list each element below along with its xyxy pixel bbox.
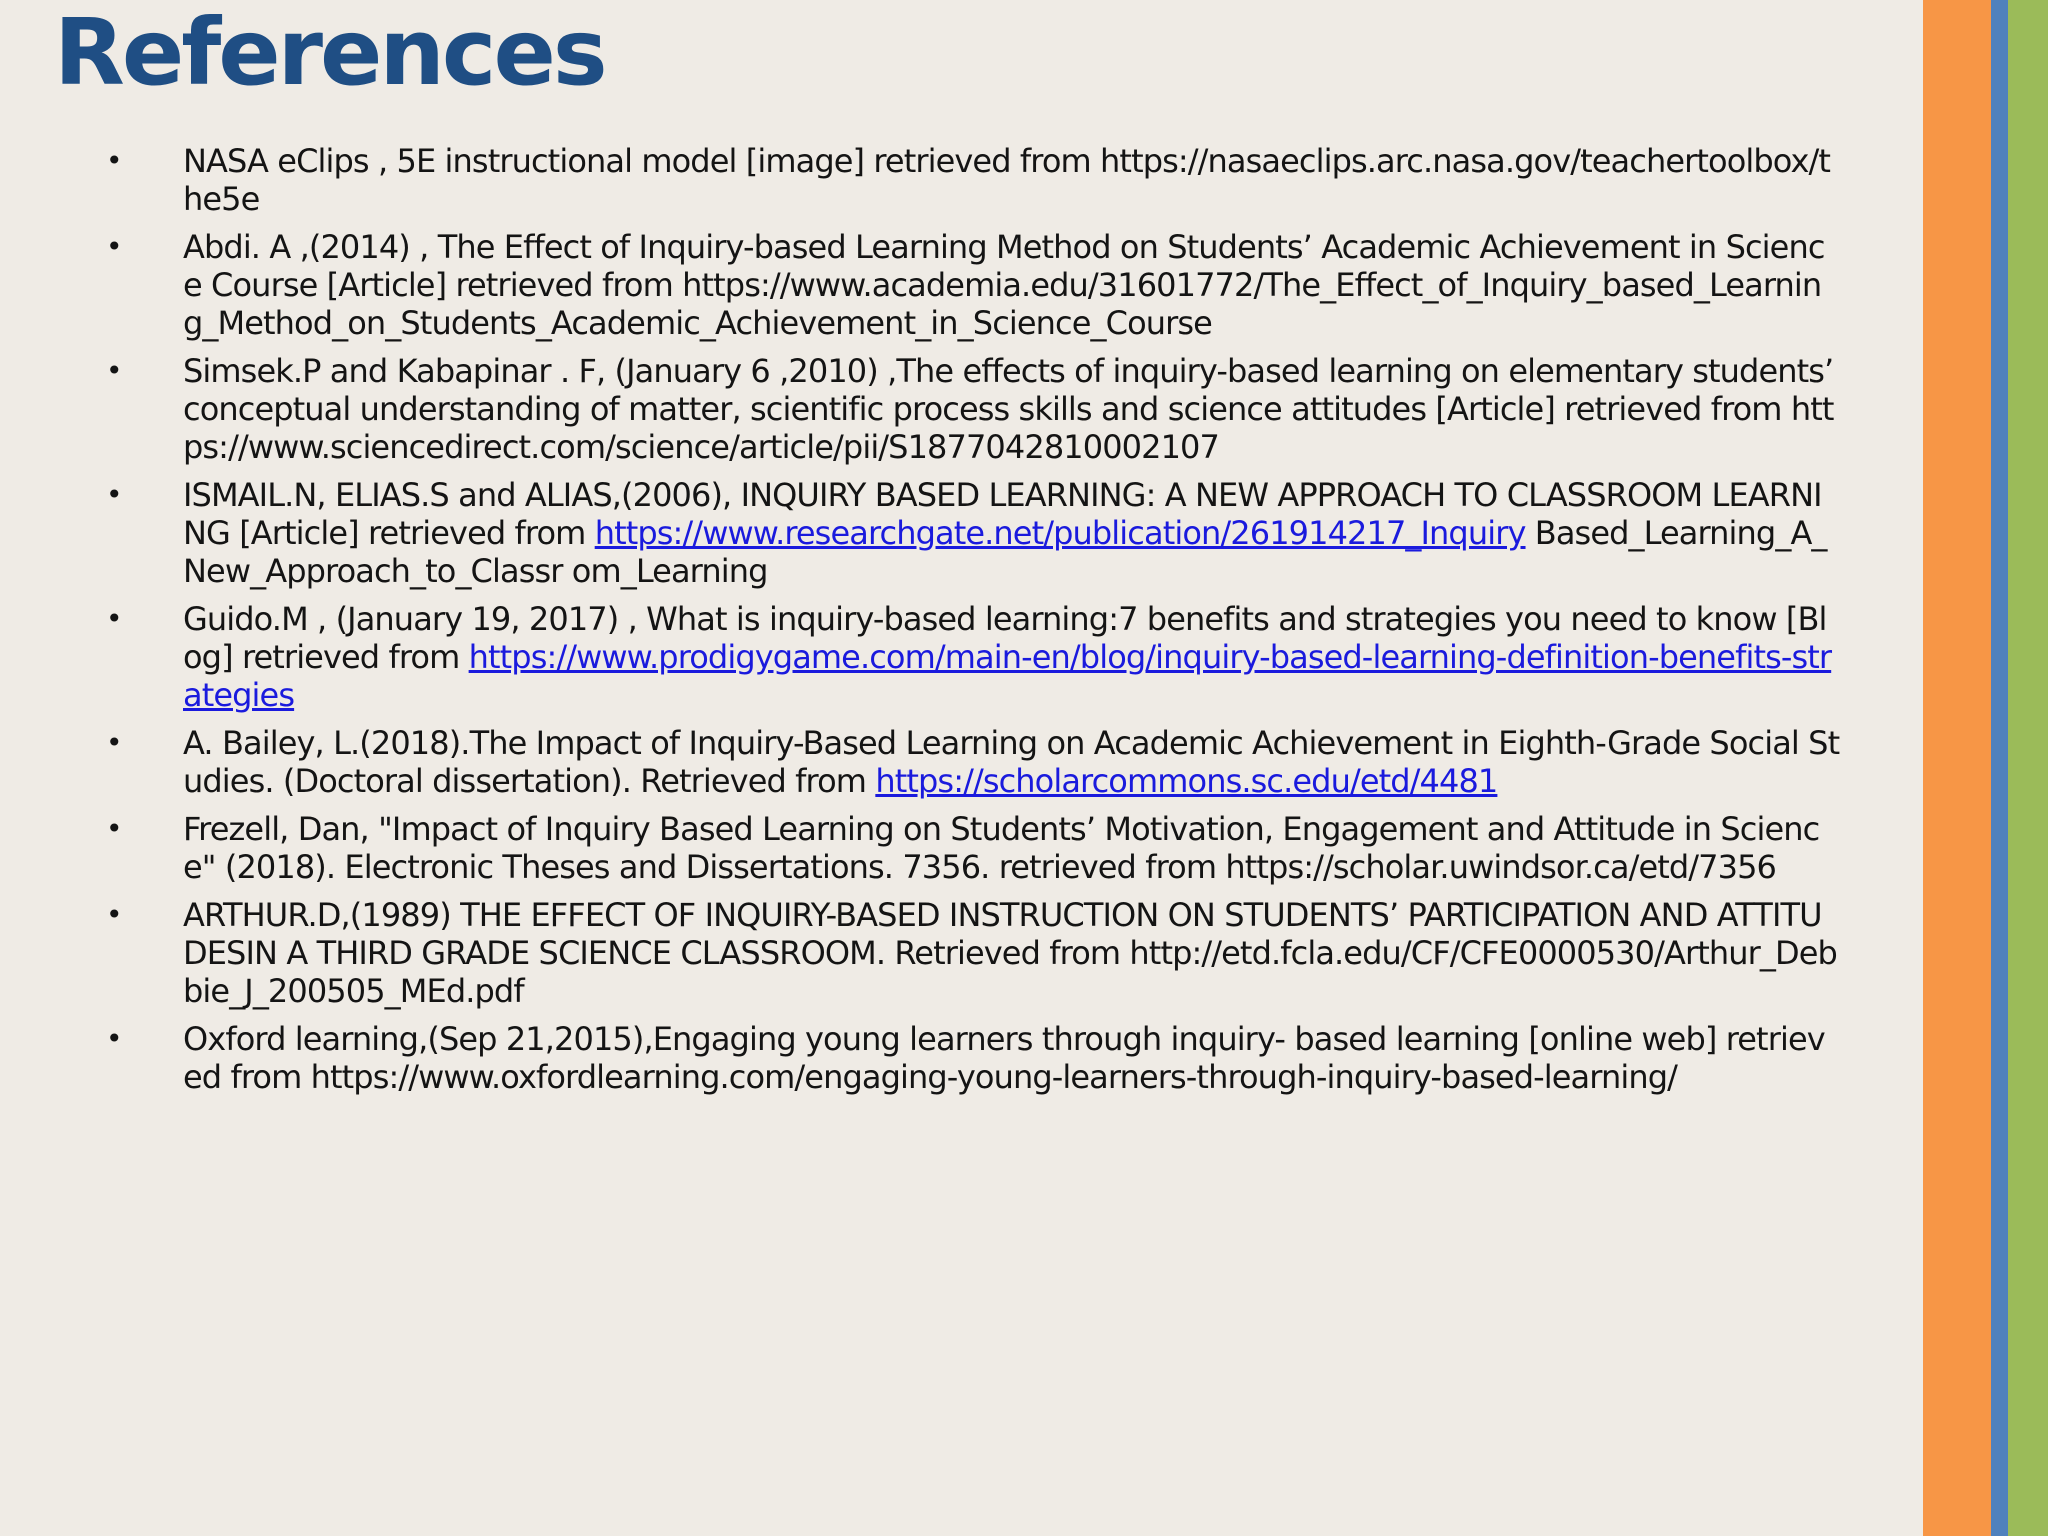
reference-item: [100, 476, 1840, 590]
reference-text: ISMAIL.N, ELIAS.S and ALIAS,(2006), INQUIRY BASED LEARNING: A NEW APPROACH TO CLASSROOM LEARNING [Article] retrieved from: [183, 476, 1822, 552]
reference-text: Oxford learning,(Sep 21,2015),Engaging young learners through inquiry- based learning [online web] retrieved from https://www.oxfordlearning.com/engaging-young-learners-through-inquiry-based-learning/: [183, 1020, 1825, 1096]
reference-text: Simsek.P and Kabapinar . F, (January 6 ,2010) ,The effects of inquiry-based learning on elementary students’ conceptual understanding of matter, scientific process skills and science attitudes [Article] retrieved from https://www.sciencedirect.com/science/article/pii/S1877042810002107: [183, 352, 1834, 466]
bullet-icon: •: [106, 478, 122, 511]
reference-link[interactable]: https://www.researchgate.net/publication/261914217_Inquiry: [594, 514, 1526, 552]
blue-accent-stripe: [1991, 0, 2008, 1536]
reference-text-continued: Based_Learning_A_New_Approach_to_Classr om_Learning: [183, 514, 1827, 590]
reference-text: A. Bailey, L.(2018).The Impact of Inquiry-Based Learning on Academic Achievement in Eighth-Grade Social Studies. (Doctoral dissertation). Retrieved from: [183, 724, 1840, 800]
reference-item: [100, 600, 1840, 714]
bullet-icon: •: [106, 144, 122, 177]
bullet-icon: •: [106, 602, 122, 635]
reference-link[interactable]: https://scholarcommons.sc.edu/etd/4481: [875, 762, 1498, 800]
reference-text: Guido.M , (January 19, 2017) , What is inquiry-based learning:7 benefits and strategies you need to know [Blog] retrieved from: [183, 600, 1827, 676]
bullet-icon: •: [106, 898, 122, 931]
bullet-icon: •: [106, 1022, 122, 1055]
reference-item: [100, 228, 1840, 342]
reference-link[interactable]: https://www.prodigygame.com/main-en/blog/inquiry-based-learning-definition-benefits-strategies: [183, 638, 1832, 714]
reference-item: [100, 352, 1840, 466]
reference-text: Frezell, Dan, "Impact of Inquiry Based Learning on Students’ Motivation, Engagement and Attitude in Science" (2018). Electronic Theses and Dissertations. 7356. retrieved from https://scholar.uwindsor.ca/etd/7356: [183, 810, 1820, 886]
reference-text: ARTHUR.D,(1989) THE EFFECT OF INQUIRY-BASED INSTRUCTION ON STUDENTS’ PARTICIPATION AND ATTITUDESIN A THIRD GRADE SCIENCE CLASSROOM. Retrieved from http://etd.fcla.edu/CF/CFE0000530/Arthur_Debbie_J_200505_MEd.pdf: [183, 896, 1837, 1010]
reference-item: [100, 810, 1840, 886]
orange-accent-stripe: [1923, 0, 1991, 1536]
green-accent-stripe: [2008, 0, 2048, 1536]
page-title: References: [54, 0, 605, 106]
bullet-icon: •: [106, 230, 122, 263]
reference-item: [100, 1020, 1840, 1096]
bullet-icon: •: [106, 354, 122, 387]
bullet-icon: •: [106, 726, 122, 759]
reference-item: [100, 142, 1840, 218]
reference-text: Abdi. A ,(2014) , The Effect of Inquiry-based Learning Method on Students’ Academic Achievement in Science Course [Article] retrieved from https://www.academia.edu/31601772/The_Effect_of_Inquiry_based_Learning_Method_on_Students_Academic_Achievement_in_Science_Course: [183, 228, 1825, 342]
reference-item: [100, 724, 1840, 800]
reference-list: [100, 142, 1840, 1106]
reference-text: NASA eClips , 5E instructional model [image] retrieved from https://nasaeclips.arc.nasa.gov/teachertoolbox/the5e: [183, 142, 1831, 218]
bullet-icon: •: [106, 812, 122, 845]
reference-item: [100, 896, 1840, 1010]
